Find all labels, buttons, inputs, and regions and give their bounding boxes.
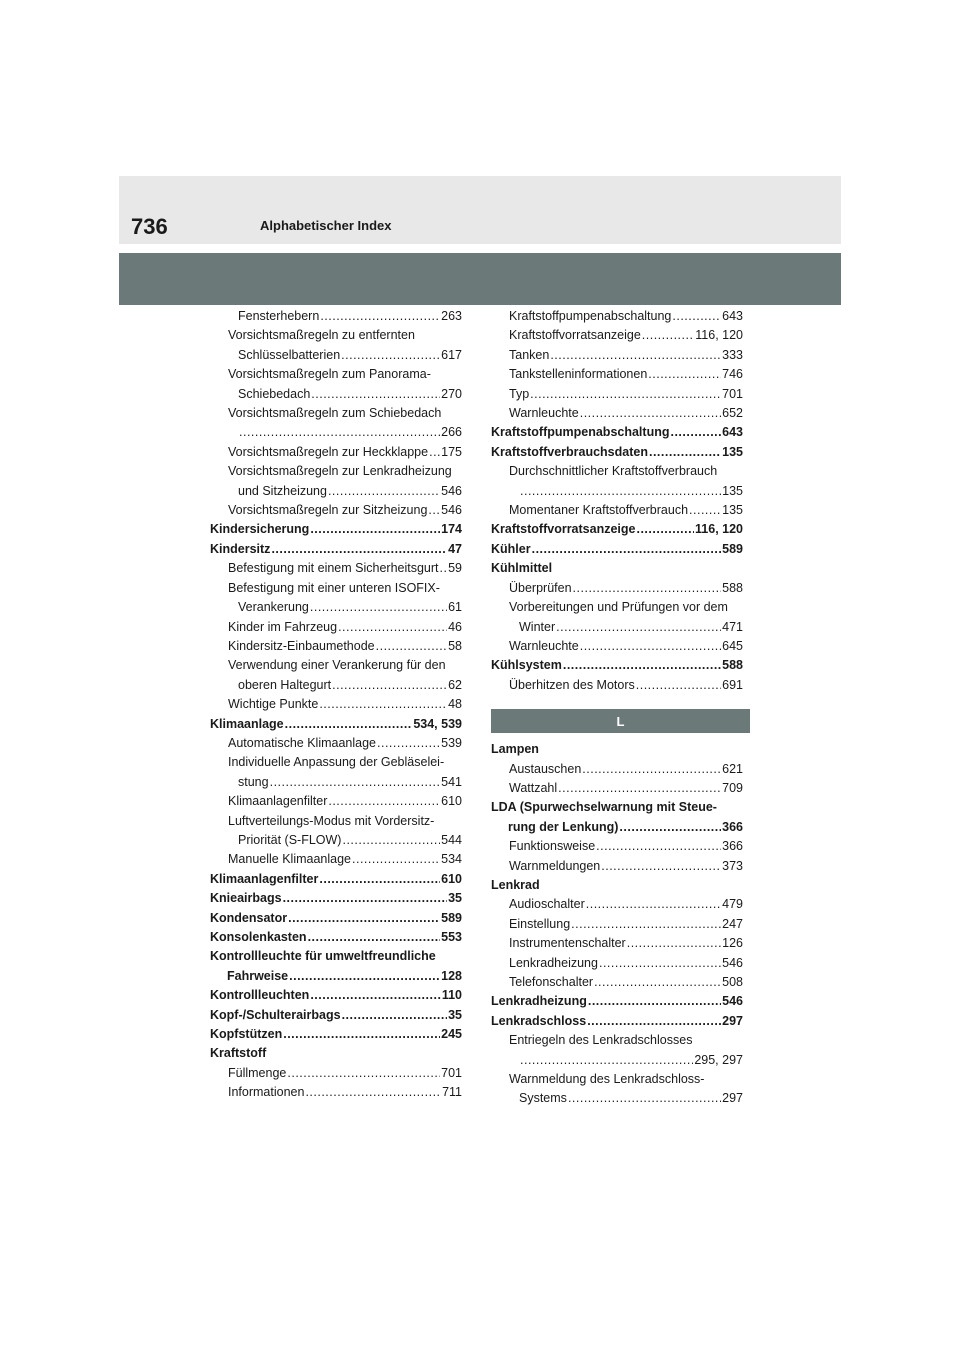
index-entry — [210, 618, 462, 637]
index-entry — [210, 889, 462, 908]
index-entry — [210, 715, 462, 734]
leader-dots — [338, 618, 447, 637]
entry-label: Kopf-/Schulterairbags — [210, 1007, 341, 1022]
leader-dots — [305, 1083, 441, 1102]
index-column-right — [491, 307, 743, 1109]
entry-page-number: 546 — [722, 955, 743, 970]
entry-page-number: 588 — [722, 580, 743, 595]
index-entry — [210, 753, 462, 772]
index-entry — [491, 598, 743, 617]
entry-label: Instrumentenschalter — [509, 936, 626, 951]
leader-dots — [283, 889, 448, 908]
leader-dots — [332, 676, 447, 695]
entry-page-number: 135 — [722, 503, 743, 518]
entry-page-number: 479 — [722, 897, 743, 912]
entry-label: Manuelle Klimaanlage — [228, 852, 351, 867]
entry-label: rung der Lenkung) — [508, 819, 619, 834]
leader-dots — [342, 831, 440, 850]
entry-label: Kopfstützen — [210, 1027, 283, 1042]
leader-dots — [568, 1089, 721, 1108]
entry-label: Vorsichtsmaßregeln zum Panorama- — [228, 367, 431, 382]
index-entry — [491, 579, 743, 598]
leader-dots — [310, 598, 447, 617]
entry-label: Austauschen — [509, 761, 582, 776]
entry-label: Fahrweise — [227, 968, 289, 983]
entry-label: Kindersicherung — [210, 522, 310, 537]
entry-page-number: 47 — [448, 541, 462, 556]
leader-dots — [563, 656, 721, 675]
entry-page-number: 61 — [448, 600, 462, 615]
index-entry — [491, 307, 743, 326]
entry-label: Durchschnittlicher Kraftstoffverbrauch — [509, 464, 718, 479]
leader-dots — [271, 540, 447, 559]
entry-label: und Sitzheizung — [238, 483, 327, 498]
leader-dots — [672, 307, 721, 326]
leader-dots — [636, 520, 694, 539]
leader-dots — [573, 579, 722, 598]
entry-label: Kraftstoff — [210, 1046, 267, 1061]
entry-label: Vorsichtsmaßregeln zu entfernten — [228, 328, 415, 343]
entry-page-number: 297 — [722, 1091, 743, 1106]
entry-label: Informationen — [228, 1085, 305, 1100]
letter-header: L — [491, 709, 750, 733]
index-entry — [491, 837, 743, 856]
entry-label: Verankerung — [238, 600, 309, 615]
index-entry — [210, 773, 462, 792]
leader-dots — [532, 540, 722, 559]
entry-label: Warnmeldung des Lenkradschloss- — [509, 1072, 705, 1087]
index-entry — [210, 695, 462, 714]
entry-page-number: 652 — [722, 406, 743, 421]
leader-dots — [429, 443, 440, 462]
entry-label: Vorsichtsmaßregeln zur Sitzheizung — [228, 503, 428, 518]
index-entry — [210, 346, 462, 365]
index-entry — [210, 947, 462, 966]
entry-label: Kraftstoffpumpenabschaltung — [491, 425, 670, 440]
entry-label: Kraftstoffpumpenabschaltung — [509, 309, 672, 323]
entry-label: Vorsichtsmaßregeln zur Lenkradheizung — [228, 464, 452, 479]
entry-page-number: 333 — [722, 347, 743, 362]
index-entry — [210, 385, 462, 404]
entry-label: Knieairbags — [210, 891, 282, 906]
index-entry — [210, 559, 462, 578]
leader-dots — [558, 779, 721, 798]
header-band — [119, 253, 841, 305]
entry-label: Einstellung — [509, 916, 571, 931]
entry-page-number: 588 — [722, 658, 743, 673]
entry-label: Funktionsweise — [509, 839, 596, 854]
entry-label: Überhitzen des Motors — [509, 677, 635, 692]
index-entry — [491, 540, 743, 559]
entry-label: Lenkrad — [491, 877, 540, 892]
entry-page-number: 645 — [722, 638, 743, 653]
leader-dots — [556, 618, 721, 637]
leader-dots — [520, 1051, 693, 1070]
entry-page-number: 508 — [722, 975, 743, 989]
entry-page-number: 541 — [441, 774, 462, 789]
entry-label: Befestigung mit einer unteren ISOFIX- — [228, 580, 440, 595]
index-entry — [491, 501, 743, 520]
entry-label: Tanken — [509, 347, 550, 362]
index-entry — [210, 676, 462, 695]
index-entry — [210, 637, 462, 656]
entry-label: Füllmenge — [228, 1065, 287, 1080]
entry-label: Lenkradschloss — [491, 1013, 587, 1028]
entry-label: Typ — [509, 386, 530, 401]
index-entry — [491, 365, 743, 384]
entry-label: Tankstelleninformationen — [509, 367, 648, 382]
entry-page-number: 295, 297 — [694, 1052, 743, 1067]
entry-page-number: 373 — [722, 858, 743, 873]
index-entry — [491, 992, 743, 1011]
entry-page-number: 746 — [722, 367, 743, 382]
section-title: Alphabetischer Index — [260, 218, 392, 233]
entry-label: Vorsichtsmaßregeln zum Schiebedach — [228, 406, 442, 421]
index-entry — [210, 928, 462, 947]
leader-dots — [328, 792, 440, 811]
entry-page-number: 621 — [722, 761, 743, 776]
leader-dots — [582, 760, 721, 779]
entry-page-number: 643 — [722, 425, 743, 440]
index-entry — [491, 1089, 743, 1108]
entry-page-number: 546 — [441, 503, 462, 518]
index-entry — [491, 740, 743, 759]
entry-page-number: 35 — [448, 891, 462, 906]
entry-label: Kindersitz — [210, 541, 271, 556]
entry-page-number: 35 — [448, 1007, 462, 1022]
entry-label: Wichtige Punkte — [228, 697, 319, 712]
index-entry — [491, 520, 743, 539]
entry-page-number: 59 — [448, 561, 462, 576]
leader-dots — [649, 443, 721, 462]
leader-dots — [627, 934, 721, 953]
leader-dots — [599, 954, 721, 973]
index-entry — [491, 423, 743, 442]
leader-dots — [328, 482, 440, 501]
index-entry — [210, 443, 462, 462]
entry-page-number: 471 — [722, 619, 743, 634]
leader-dots — [580, 637, 721, 656]
entry-label: Luftverteilungs-Modus mit Vordersitz- — [228, 813, 435, 828]
leader-dots — [377, 734, 440, 753]
index-entry — [491, 895, 743, 914]
leader-dots — [310, 520, 440, 539]
index-entry — [491, 404, 743, 423]
index-column-left — [210, 307, 462, 1103]
index-entry — [210, 462, 462, 481]
leader-dots — [428, 501, 440, 520]
entry-label: Überprüfen — [509, 580, 572, 595]
entry-label: stung — [238, 774, 269, 789]
entry-label: Warnmeldungen — [509, 858, 601, 873]
entry-label: Kühler — [491, 541, 531, 556]
index-entry — [491, 779, 743, 798]
index-entry — [491, 1070, 743, 1089]
entry-page-number: 46 — [448, 619, 462, 634]
entry-page-number: 366 — [722, 819, 743, 834]
entry-page-number: 128 — [441, 968, 462, 983]
entry-label: Schiebedach — [238, 386, 311, 401]
index-entry — [491, 1051, 743, 1070]
index-entry — [210, 1006, 462, 1025]
entry-label: Priorität (S-FLOW) — [238, 832, 342, 847]
entry-page-number: 589 — [722, 541, 743, 556]
index-entry — [491, 1031, 743, 1050]
leader-dots — [311, 385, 440, 404]
entry-label: Schlüsselbatterien — [238, 347, 341, 362]
index-entry — [210, 520, 462, 539]
entry-label: Kraftstoffverbrauchsdaten — [491, 444, 648, 459]
index-entry — [491, 462, 743, 481]
entry-page-number: 174 — [441, 522, 462, 537]
index-entry — [491, 973, 743, 992]
leader-dots — [550, 346, 721, 365]
leader-dots — [320, 307, 440, 326]
entry-page-number: 589 — [441, 910, 462, 925]
leader-dots — [289, 967, 440, 986]
index-entry — [210, 326, 462, 345]
entry-page-number: 62 — [448, 677, 462, 692]
entry-label: Audioschalter — [509, 897, 585, 912]
index-entry — [491, 326, 743, 345]
entry-label: Kraftstoffvorratsanzeige — [491, 522, 636, 537]
index-entry — [210, 831, 462, 850]
entry-page-number: 110 — [441, 988, 462, 1003]
entry-page-number: 534 — [441, 852, 462, 867]
index-entry — [210, 540, 462, 559]
index-entry — [210, 656, 462, 675]
leader-dots — [636, 676, 721, 695]
index-entry — [491, 857, 743, 876]
entry-label: Lenkradheizung — [509, 955, 598, 970]
leader-dots — [689, 501, 721, 520]
entry-label: Kinder im Fahrzeug — [228, 619, 338, 634]
leader-dots — [287, 1064, 440, 1083]
entry-label: Fensterhebern — [238, 309, 320, 323]
entry-page-number: 266 — [441, 425, 462, 440]
entry-page-number: 709 — [722, 780, 743, 795]
index-entry — [491, 676, 743, 695]
index-entry — [491, 915, 743, 934]
leader-dots — [352, 850, 440, 869]
index-entry — [491, 637, 743, 656]
index-entry — [210, 1044, 462, 1063]
index-entry — [210, 812, 462, 831]
leader-dots — [588, 992, 721, 1011]
entry-page-number: 546 — [722, 994, 743, 1009]
index-entry — [491, 618, 743, 637]
index-entry — [210, 423, 462, 442]
leader-dots — [587, 1012, 721, 1031]
leader-dots — [642, 326, 694, 345]
leader-dots — [440, 559, 448, 578]
leader-dots — [283, 1025, 440, 1044]
index-entry — [210, 870, 462, 889]
index-entry — [491, 1012, 743, 1031]
index-entry — [210, 404, 462, 423]
entry-page-number: 643 — [722, 309, 743, 323]
entry-label: Warnleuchte — [509, 406, 579, 421]
entry-page-number: 175 — [441, 444, 462, 459]
header-bar — [119, 176, 841, 244]
entry-page-number: 270 — [441, 386, 462, 401]
entry-label: Vorbereitungen und Prüfungen vor dem — [509, 600, 728, 615]
leader-dots — [308, 928, 441, 947]
index-entry — [491, 760, 743, 779]
index-entry — [491, 346, 743, 365]
entry-label: Klimaanlagenfilter — [210, 871, 319, 886]
entry-label: Individuelle Anpassung der Gebläselei- — [228, 755, 445, 770]
entry-page-number: 135 — [722, 444, 743, 459]
entry-page-number: 58 — [448, 638, 462, 653]
leader-dots — [520, 482, 721, 501]
entry-page-number: 711 — [442, 1085, 462, 1100]
index-entry — [491, 818, 743, 837]
entry-label: Lenkradheizung — [491, 994, 587, 1009]
leader-dots — [670, 423, 721, 442]
entry-page-number: 610 — [441, 794, 462, 809]
index-entry — [210, 909, 462, 928]
entry-page-number: 534, 539 — [413, 716, 462, 731]
entry-page-number: 48 — [448, 697, 462, 712]
leader-dots — [270, 773, 441, 792]
entry-page-number: 126 — [722, 936, 743, 951]
index-entry — [210, 307, 462, 326]
entry-label: Wattzahl — [509, 780, 558, 795]
entry-label: Systems — [519, 1091, 567, 1106]
entry-label: Telefonschalter — [509, 975, 594, 989]
leader-dots — [594, 973, 721, 992]
index-entry — [210, 967, 462, 986]
entry-label: Befestigung mit einem Sicherheitsgurt — [228, 561, 439, 576]
index-entry — [491, 954, 743, 973]
entry-label: Automatische Klimaanlage — [228, 735, 376, 750]
index-entry — [210, 1025, 462, 1044]
entry-label: Momentaner Kraftstoffverbrauch — [509, 503, 689, 518]
index-entry — [210, 850, 462, 869]
leader-dots — [648, 365, 721, 384]
index-entry — [210, 501, 462, 520]
leader-dots — [239, 423, 440, 442]
index-entry — [210, 734, 462, 753]
entry-label: oberen Haltegurt — [238, 677, 332, 692]
index-entry — [491, 934, 743, 953]
entry-page-number: 610 — [441, 871, 462, 886]
entry-page-number: 553 — [441, 930, 462, 944]
leader-dots — [341, 346, 440, 365]
entry-label: Kontrollleuchte für umweltfreundliche — [210, 949, 436, 964]
entry-page-number: 245 — [441, 1027, 462, 1042]
page-number: 736 — [131, 214, 168, 239]
entry-label: Klimaanlagenfilter — [228, 794, 328, 809]
leader-dots — [619, 818, 721, 837]
index-entry — [491, 443, 743, 462]
entry-page-number: 544 — [441, 832, 462, 847]
entry-page-number: 297 — [722, 1013, 743, 1028]
index-entry — [210, 1083, 462, 1102]
index-entry — [491, 656, 743, 675]
leader-dots — [319, 695, 447, 714]
entry-page-number: 116, 120 — [695, 328, 743, 343]
entry-page-number: 539 — [441, 735, 462, 750]
entry-page-number: 701 — [441, 1065, 462, 1080]
leader-dots — [571, 915, 721, 934]
index-entry — [210, 579, 462, 598]
entry-label: Warnleuchte — [509, 638, 579, 653]
leader-dots — [586, 895, 721, 914]
entry-page-number: 116, 120 — [695, 522, 743, 537]
entry-label: Lampen — [491, 742, 539, 757]
index-entry — [210, 1064, 462, 1083]
entry-label: Entriegeln des Lenkradschlosses — [509, 1033, 693, 1048]
entry-page-number: 366 — [722, 839, 743, 854]
entry-label: Kondensator — [210, 910, 288, 925]
entry-label: Verwendung einer Verankerung für den — [228, 658, 446, 673]
leader-dots — [376, 637, 447, 656]
entry-label: Kühlsystem — [491, 658, 562, 673]
index-entry — [210, 792, 462, 811]
entry-page-number: 691 — [722, 677, 743, 692]
entry-label: Konsolenkasten — [210, 930, 307, 944]
entry-label: Kraftstoffvorratsanzeige — [509, 328, 641, 343]
entry-page-number: 263 — [441, 309, 462, 323]
leader-dots — [285, 715, 413, 734]
leader-dots — [319, 870, 440, 889]
leader-dots — [530, 385, 721, 404]
entry-page-number: 135 — [722, 483, 743, 498]
index-entry — [491, 798, 743, 817]
index-entry — [491, 482, 743, 501]
entry-label: Kindersitz-Einbaumethode — [228, 638, 375, 653]
index-entry — [210, 986, 462, 1005]
index-entry — [210, 482, 462, 501]
index-entry — [210, 365, 462, 384]
entry-label: Kontrollleuchten — [210, 988, 310, 1003]
entry-page-number: 617 — [441, 347, 462, 362]
index-entry — [491, 385, 743, 404]
entry-page-number: 701 — [722, 386, 743, 401]
leader-dots — [310, 986, 441, 1005]
entry-page-number: 247 — [722, 916, 743, 931]
leader-dots — [288, 909, 440, 928]
entry-label: Klimaanlage — [210, 716, 284, 731]
index-entry — [491, 559, 743, 578]
leader-dots — [601, 857, 721, 876]
entry-label: Winter — [519, 619, 556, 634]
leader-dots — [342, 1006, 448, 1025]
leader-dots — [580, 404, 721, 423]
entry-label: LDA (Spurwechselwarnung mit Steue- — [491, 800, 717, 815]
entry-page-number: 546 — [441, 483, 462, 498]
entry-label: Vorsichtsmaßregeln zur Heckklappe — [228, 444, 429, 459]
index-entry — [491, 876, 743, 895]
leader-dots — [596, 837, 721, 856]
index-entry — [210, 598, 462, 617]
entry-label: Kühlmittel — [491, 561, 553, 576]
